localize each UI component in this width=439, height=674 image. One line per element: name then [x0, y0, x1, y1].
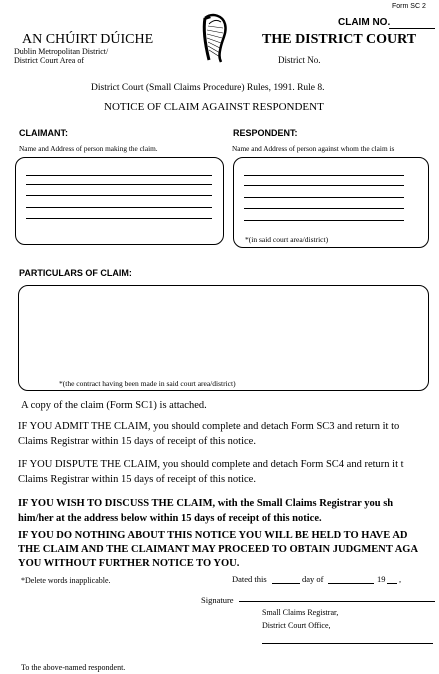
signature-field[interactable]: [239, 601, 435, 602]
irish-court-title: AN CHÚIRT DÚICHE: [22, 32, 154, 47]
notice-title: NOTICE OF CLAIM AGAINST RESPONDENT: [104, 101, 324, 113]
claimant-heading: CLAIMANT:: [19, 128, 68, 138]
rules-line: District Court (Small Claims Procedure) Rules, 1991. Rule 8.: [91, 83, 325, 93]
claim-no-field[interactable]: [389, 28, 435, 29]
harp-emblem-icon: [199, 12, 229, 64]
claimant-line: [26, 184, 212, 185]
form-reference: Form SC 2: [392, 3, 426, 10]
discuss-text-line2: him/her at the address below within 15 days of receipt of this notice.: [18, 513, 322, 524]
addressee-note: To the above-named respondent.: [21, 663, 126, 672]
nothing-text-line2: THE CLAIM AND THE CLAIMANT MAY PROCEED TO OBTAIN JUDGMENT AGA: [18, 544, 419, 555]
dispute-text-line2: Claims Registrar within 15 days of receipt of this notice.: [18, 474, 256, 485]
year-prefix: 19: [377, 574, 386, 584]
claim-no-label: CLAIM NO.: [338, 17, 391, 28]
delete-words-note: *Delete words inapplicable.: [21, 576, 111, 585]
dispute-text-line1: IF YOU DISPUTE THE CLAIM, you should complete and detach Form SC4 and return it t: [18, 459, 404, 470]
district-no-label: District No.: [278, 55, 321, 65]
claimant-line: [26, 175, 212, 176]
year-field[interactable]: [387, 583, 397, 584]
particulars-box[interactable]: [18, 285, 429, 391]
respondent-line: [244, 197, 404, 198]
district-line-1: Dublin Metropolitan District/: [14, 47, 109, 56]
claimant-line: [26, 218, 212, 219]
nothing-text-line1: IF YOU DO NOTHING ABOUT THIS NOTICE YOU WILL BE HELD TO HAVE AD: [18, 530, 408, 541]
respondent-caption: Name and Address of person against whom the claim is: [232, 144, 395, 153]
respondent-box[interactable]: [233, 157, 429, 248]
day-of-label: day of: [302, 574, 324, 584]
respondent-heading: RESPONDENT:: [233, 128, 298, 138]
english-court-title: THE DISTRICT COURT: [262, 32, 417, 47]
claimant-caption: Name and Address of person making the claim.: [19, 144, 158, 153]
respondent-line: [244, 208, 404, 209]
claimant-line: [26, 207, 212, 208]
respondent-line: [244, 185, 404, 186]
signature-label: Signature: [201, 595, 234, 605]
claimant-box[interactable]: [15, 157, 224, 245]
claimant-line: [26, 195, 212, 196]
district-line-2: District Court Area of: [14, 56, 84, 65]
dated-this-label: Dated this: [232, 574, 267, 584]
admit-text-line2: Claims Registrar within 15 days of receipt of this notice.: [18, 436, 256, 447]
registrar-label: Small Claims Registrar,: [262, 608, 339, 617]
nothing-text-line3: YOU WITHOUT FURTHER NOTICE TO YOU.: [18, 558, 240, 569]
office-label: District Court Office,: [262, 621, 331, 630]
respondent-line: [244, 175, 404, 176]
date-comma: ,: [399, 574, 402, 584]
particulars-heading: PARTICULARS OF CLAIM:: [19, 268, 132, 278]
discuss-text-line1: IF YOU WISH TO DISCUSS THE CLAIM, with the Small Claims Registrar you sh: [18, 498, 394, 509]
office-address-field[interactable]: [262, 643, 433, 644]
copy-attached-text: A copy of the claim (Form SC1) is attached.: [21, 400, 207, 411]
particulars-note: *(the contract having been made in said court area/district): [59, 379, 236, 388]
respondent-line: [244, 220, 404, 221]
day-field[interactable]: [272, 583, 300, 584]
admit-text-line1: IF YOU ADMIT THE CLAIM, you should complete and detach Form SC3 and return it to: [18, 421, 400, 432]
month-field[interactable]: [328, 583, 374, 584]
respondent-note: *(in said court area/district): [245, 235, 329, 244]
